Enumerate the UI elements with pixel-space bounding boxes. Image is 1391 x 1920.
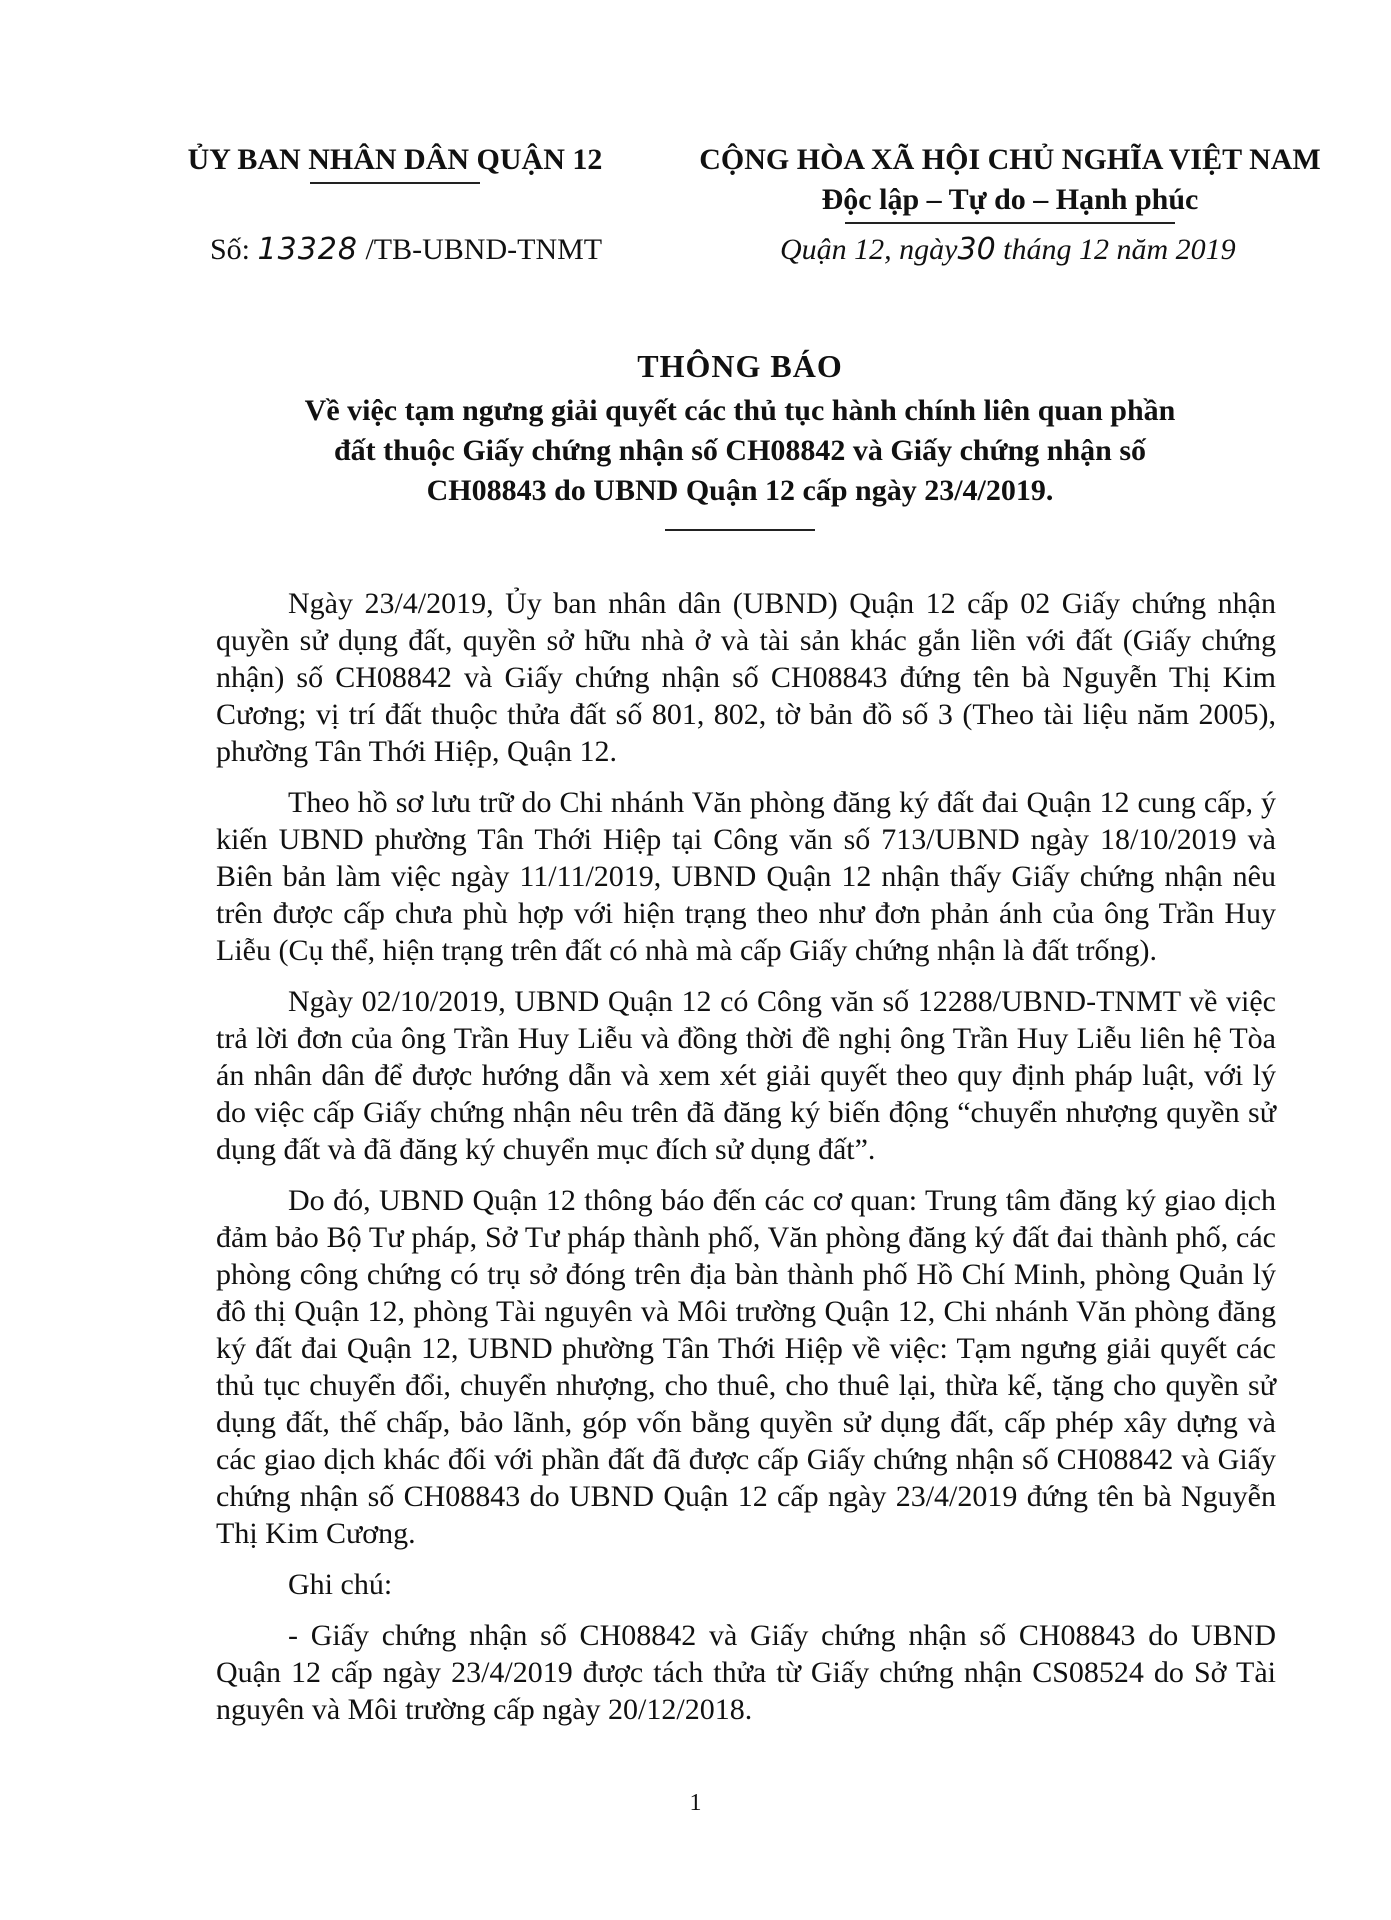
- national-header-block: [670, 140, 1350, 224]
- body-paragraph: Ngày 23/4/2019, Ủy ban nhân dân (UBND) Quận 12 cấp 02 Giấy chứng nhận quyền sử dụng đất, quyền sở hữu nhà ở và tài sản khác gắn liền với đất (Giấy chứng nhận) số CH08842 và Giấy chứng nhận số CH08843 đứng tên bà Nguyễn Thị Kim Cương; vị trí đất thuộc thửa đất số 801, 802, tờ bản đồ số 3 (Theo tài liệu năm 2005), phường Tân Thới Hiệp, Quận 12.: [216, 587, 1276, 768]
- date-suffix: tháng 12 năm 2019: [995, 233, 1236, 266]
- issuing-authority-name: ỦY BAN NHÂN DÂN QUẬN 12: [187, 143, 603, 176]
- page-number: 1: [689, 1790, 702, 1816]
- title-block: [250, 345, 1230, 531]
- body-paragraph: Do đó, UBND Quận 12 thông báo đến các cơ quan: Trung tâm đăng ký giao dịch đảm bảo Bộ Tư pháp, Sở Tư pháp thành phố, Văn phòng đăng ký đất đai thành phố, các phòng công chứng có trụ sở đóng trên địa bàn thành phố Hồ Chí Minh, phòng Quản lý đô thị Quận 12, phòng Tài nguyên và Môi trường Quận 12, Chi nhánh Văn phòng đăng ký đất đai Quận 12, UBND phường Tân Thới Hiệp về việc: Tạm ngưng giải quyết các thủ tục chuyển đổi, chuyển nhượng, cho thuê, cho thuê lại, thừa kế, tặng cho quyền sử dụng đất, thế chấp, bảo lãnh, góp vốn bằng quyền sử dụng đất, cấp phép xây dựng và các giao dịch khác đối với phần đất đã được cấp Giấy chứng nhận số CH08842 và Giấy chứng nhận số CH08843 do UBND Quận 12 cấp ngày 23/4/2019 đứng tên bà Nguyễn Thị Kim Cương.: [216, 1184, 1276, 1550]
- document-number-prefix: Số:: [210, 233, 258, 266]
- subject-line: Về việc tạm ngưng giải quyết các thủ tục hành chính liên quan phần: [304, 394, 1176, 427]
- issuing-authority-block: [160, 140, 630, 184]
- document-number-handwritten: 13328: [257, 232, 358, 267]
- document-date: [780, 230, 1236, 270]
- document-title: THÔNG BÁO: [637, 348, 843, 384]
- document-number-suffix: /TB-UBND-TNMT: [357, 233, 603, 266]
- authority-underline: [310, 182, 480, 184]
- document-number: [210, 230, 602, 270]
- national-motto: Độc lập – Tự do – Hạnh phúc: [821, 183, 1199, 216]
- subject-line: đất thuộc Giấy chứng nhận số CH08842 và Giấy chứng nhận số: [333, 434, 1147, 467]
- body-paragraph: Theo hồ sơ lưu trữ do Chi nhánh Văn phòng đăng ký đất đai Quận 12 cung cấp, ý kiến UBND phường Tân Thới Hiệp tại Công văn số 713/UBND ngày 18/10/2019 và Biên bản làm việc ngày 11/11/2019, UBND Quận 12 nhận thấy Giấy chứng nhận nêu trên được cấp chưa phù hợp với hiện trạng theo như đơn phản ánh của ông Trần Huy Liễu (Cụ thể, hiện trạng trên đất có nhà mà cấp Giấy chứng nhận là đất trống).: [216, 786, 1276, 967]
- note-item: - Giấy chứng nhận số CH08842 và Giấy chứng nhận số CH08843 do UBND Quận 12 cấp ngày 23/4/2019 được tách thửa từ Giấy chứng nhận CS08524 do Sở Tài nguyên và Môi trường cấp ngày 20/12/2018.: [216, 1619, 1276, 1726]
- country-name: CỘNG HÒA XÃ HỘI CHỦ NGHĨA VIỆT NAM: [699, 143, 1321, 176]
- document-body: [216, 585, 1276, 1742]
- motto-underline: [845, 222, 1175, 224]
- date-day-handwritten: 30: [957, 232, 996, 267]
- subject-line: CH08843 do UBND Quận 12 cấp ngày 23/4/2019.: [426, 474, 1054, 507]
- title-underline: [665, 529, 815, 531]
- body-paragraph: Ngày 02/10/2019, UBND Quận 12 có Công văn số 12288/UBND-TNMT về việc trả lời đơn của ông Trần Huy Liễu và đồng thời đề nghị ông Trần Huy Liễu liên hệ Tòa án nhân dân để được hướng dẫn và xem xét giải quyết theo quy định pháp luật, với lý do việc cấp Giấy chứng nhận nêu trên đã đăng ký biến động “chuyển nhượng quyền sử dụng đất và đã đăng ký chuyển mục đích sử dụng đất”.: [216, 985, 1276, 1166]
- note-heading: Ghi chú:: [288, 1568, 393, 1601]
- date-prefix: Quận 12, ngày: [780, 233, 958, 266]
- document-subject: [250, 391, 1230, 511]
